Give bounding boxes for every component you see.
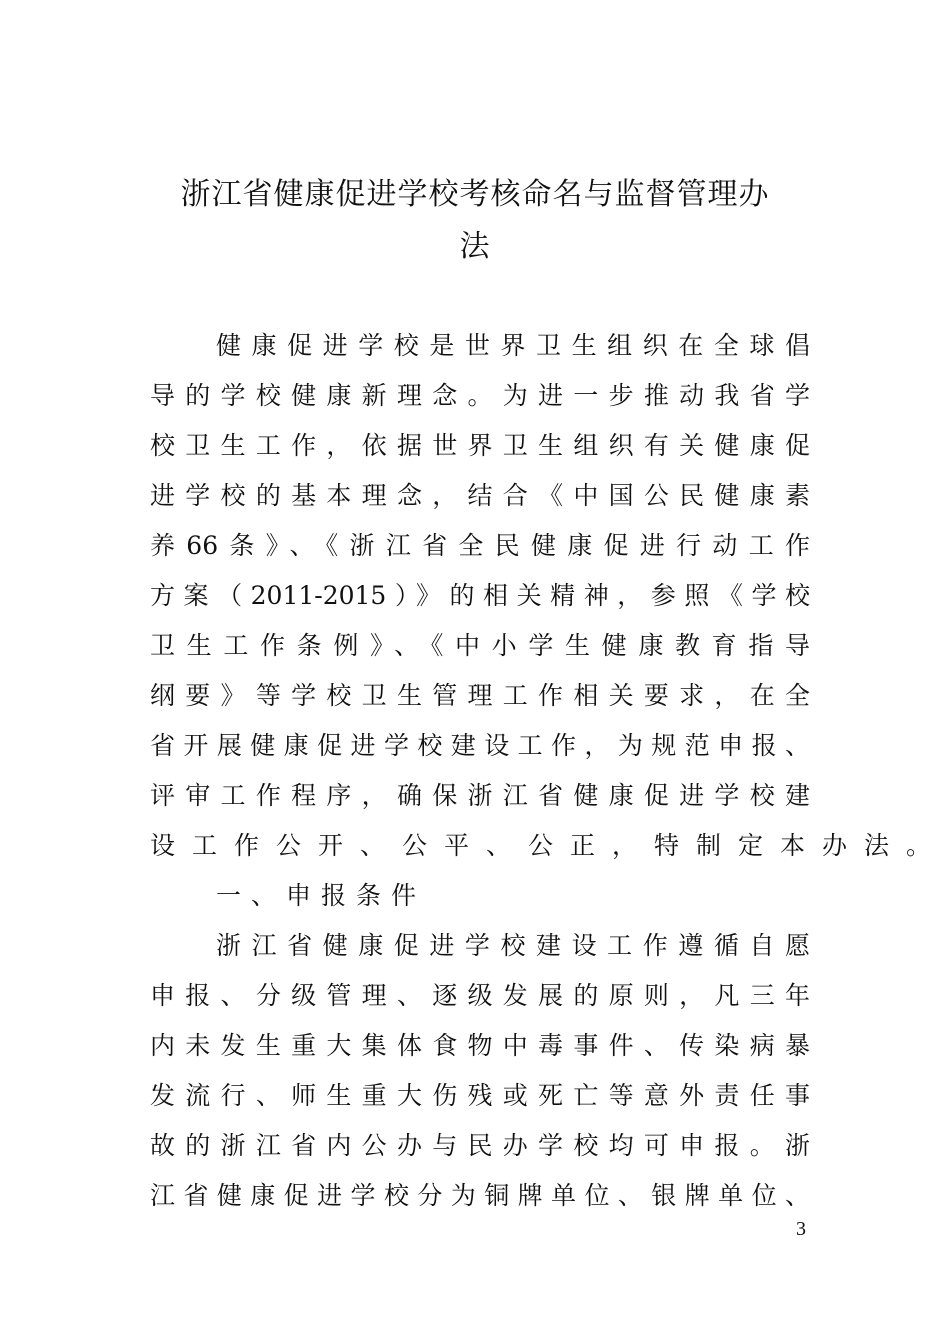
paragraph-line: 健康促进学校是世界卫生组织在全球倡 <box>216 331 810 360</box>
paragraph-line: 进学校的基本理念，结合《中国公民健康素 <box>150 481 810 510</box>
document-title-line-2: 法 <box>459 229 491 264</box>
paragraph-line: 故的浙江省内公办与民办学校均可申报。浙 <box>150 1131 810 1160</box>
document-title-line-1: 浙江省健康促进学校考核命名与监督管理办 <box>180 177 770 212</box>
paragraph-line: 导的学校健康新理念。为进一步推动我省学 <box>150 381 810 410</box>
paragraph-line: 江省健康促进学校分为铜牌单位、银牌单位、 <box>150 1181 810 1210</box>
section-heading: 一、申报条件 <box>216 881 427 910</box>
paragraph-line: 养66条》、《浙江省全民健康促进行动工作 <box>150 531 810 560</box>
paragraph-line: 内未发生重大集体食物中毒事件、传染病暴 <box>150 1031 810 1060</box>
paragraph-line: 评审工作程序，确保浙江省健康促进学校建 <box>150 781 810 810</box>
paragraph-line: 纲要》等学校卫生管理工作相关要求，在全 <box>150 681 810 710</box>
paragraph-line: 浙江省健康促进学校建设工作遵循自愿 <box>216 931 810 960</box>
paragraph-line: 卫生工作条例》、《中小学生健康教育指导 <box>150 631 810 660</box>
paragraph-line: 方案（2011-2015）》的相关精神，参照《学校 <box>150 581 810 610</box>
paragraph-line: 省开展健康促进学校建设工作，为规范申报、 <box>150 731 810 760</box>
paragraph-line: 申报、分级管理、逐级发展的原则，凡三年 <box>150 981 810 1010</box>
paragraph-line: 发流行、师生重大伤残或死亡等意外责任事 <box>150 1081 810 1110</box>
paragraph-line: 设工作公开、公平、公正，特制定本办法。 <box>150 831 949 860</box>
paragraph-line: 校卫生工作，依据世界卫生组织有关健康促 <box>150 431 810 460</box>
page-number: 3 <box>796 1218 806 1240</box>
